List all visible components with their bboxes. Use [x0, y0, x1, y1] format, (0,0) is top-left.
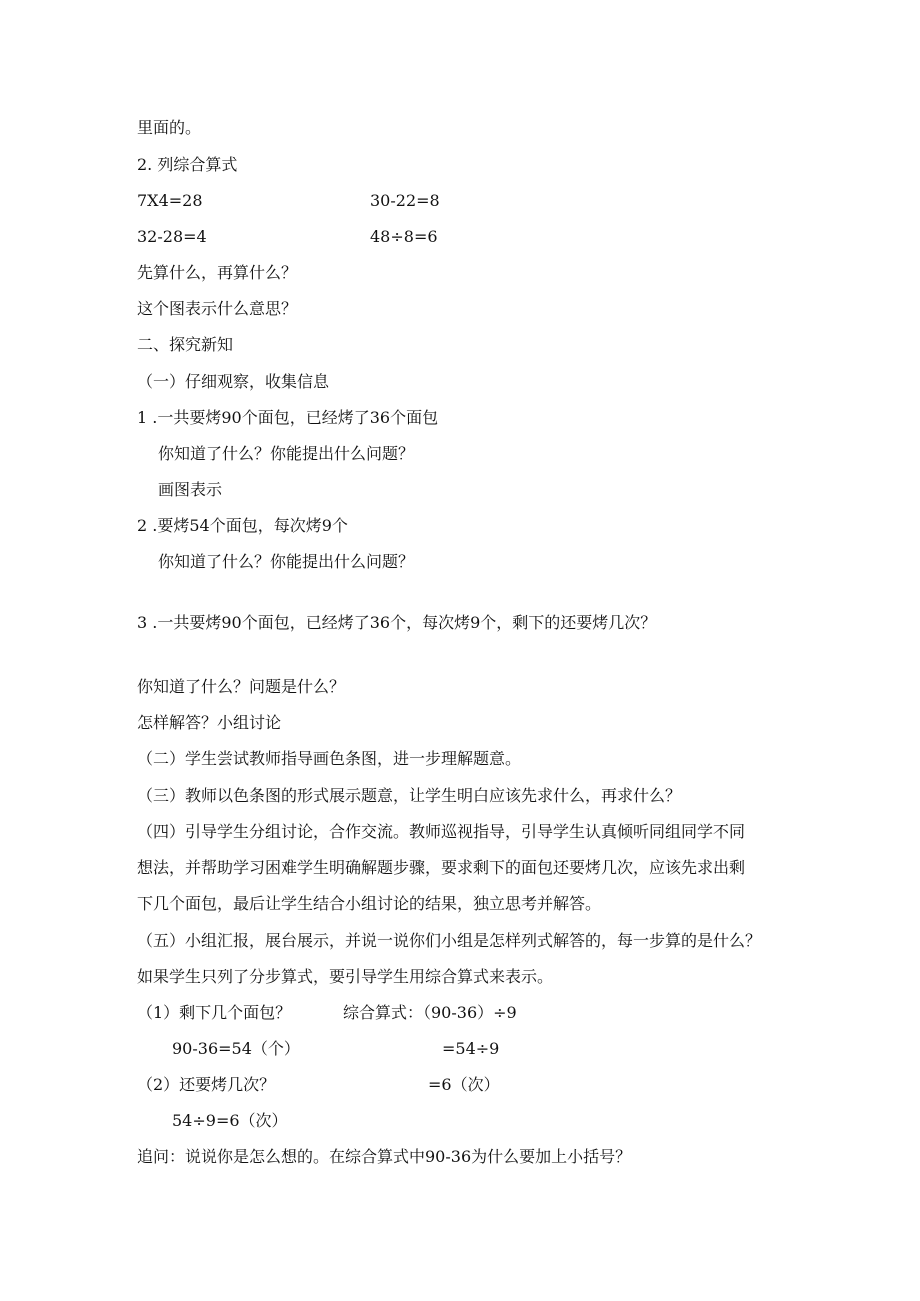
text-line: 你知道了什么？你能提出什么问题？	[158, 444, 415, 463]
problem-item: 3 .一共要烤90个面包，已经烤了36个，每次烤9个，剩下的还要烤几次？	[137, 613, 657, 632]
problem-item: 1 .一共要烤90个面包，已经烤了36个面包	[137, 408, 439, 427]
paragraph-line: （四）引导学生分组讨论，合作交流。教师巡视指导，引导学生认真倾听同组同学不同	[137, 822, 746, 841]
subsection-heading: （三）教师以色条图的形式展示题意，让学生明白应该先求什么，再求什么？	[137, 786, 682, 805]
paragraph-line: 追问：说说你是怎么想的。在综合算式中90-36为什么要加上小括号？	[137, 1147, 632, 1166]
equation: =6（次）	[428, 1075, 500, 1094]
paragraph-line: 下几个面包，最后让学生结合小组讨论的结果，独立思考并解答。	[137, 894, 602, 913]
equation: 54÷9=6（次）	[172, 1111, 288, 1130]
equation: 48÷8=6	[370, 227, 438, 246]
step-label: （1）剩下几个面包？	[137, 1003, 292, 1022]
paragraph-line: 如果学生只列了分步算式，要引导学生用综合算式来表示。	[137, 967, 554, 986]
text-line: 你知道了什么？你能提出什么问题？	[158, 552, 415, 571]
combined-formula: 综合算式：（90-36）÷9	[343, 1003, 517, 1022]
text-line: 先算什么，再算什么？	[137, 263, 298, 282]
equation: 32-28=4	[137, 227, 207, 246]
section-heading: 二、探究新知	[137, 335, 234, 354]
subsection-heading: （一）仔细观察，收集信息	[137, 372, 330, 391]
text-line: 这个图表示什么意思？	[137, 299, 298, 318]
equation: 90-36=54（个）	[172, 1039, 300, 1058]
equation: 30-22=8	[370, 191, 440, 210]
paragraph-line: 想法，并帮助学习困难学生明确解题步骤，要求剩下的面包还要烤几次，应该先求出剩	[137, 858, 746, 877]
subsection-heading: （五）小组汇报，展台展示，并说一说你们小组是怎样列式解答的，每一步算的是什么？	[137, 931, 762, 950]
text-line: 你知道了什么？问题是什么？	[137, 677, 346, 696]
step-label: （2）还要烤几次？	[137, 1075, 276, 1094]
text-line: 画图表示	[158, 480, 223, 499]
equation: =54÷9	[442, 1039, 500, 1058]
section-heading: 2. 列综合算式	[137, 155, 238, 174]
text-line: 怎样解答？小组讨论	[137, 713, 282, 732]
subsection-heading: （二）学生尝试教师指导画色条图，进一步理解题意。	[137, 749, 522, 768]
problem-item: 2 .要烤54个面包，每次烤9个	[137, 516, 348, 535]
equation: 7X4=28	[137, 191, 203, 210]
text-line: 里面的。	[137, 118, 202, 137]
